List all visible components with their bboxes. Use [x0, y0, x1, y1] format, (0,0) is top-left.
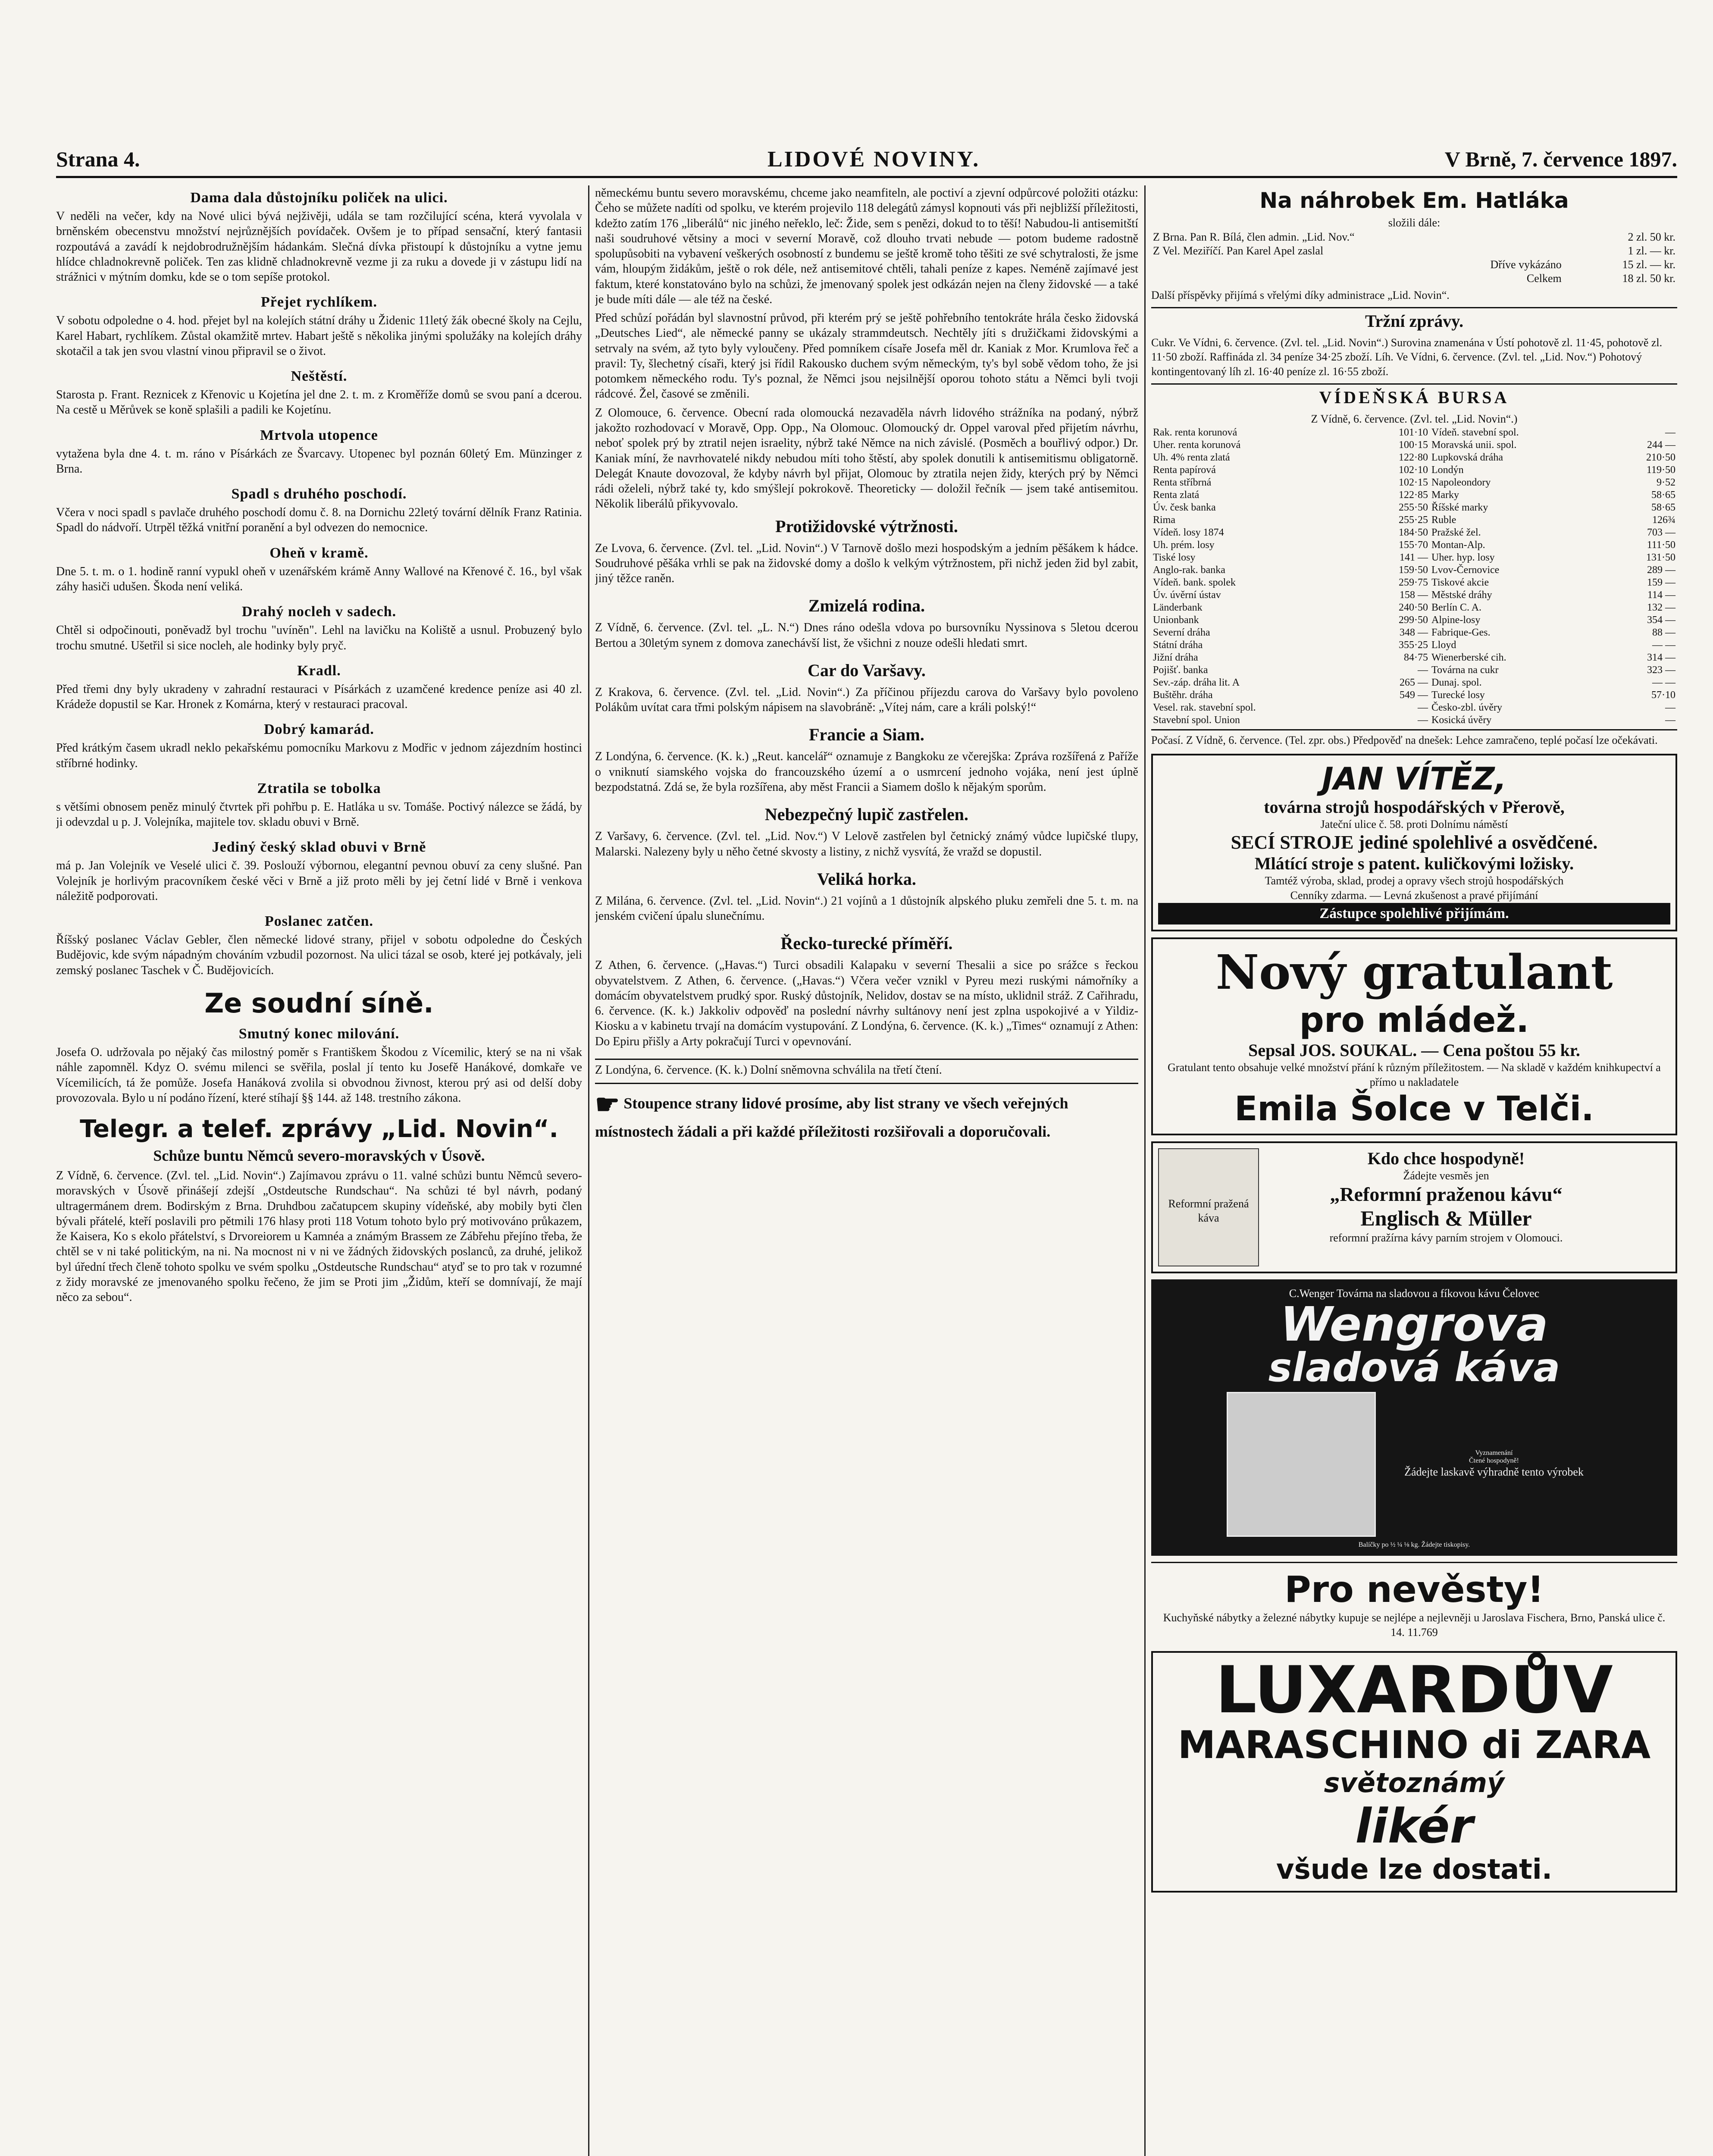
article-body: Chtěl si odpočinouti, poněvadž byl trochu "uvíněn". Lehl na lavičku na Koliště a usnul. Probuzený bylo trochu smutné. Ušetřil si sice nocleh, ale hodinky byly pryč. — [56, 624, 582, 652]
donor: Z Brna. Pan R. Bílá, člen admin. „Lid. Nov.“ — [1153, 230, 1355, 243]
ad-wenger-line: Žádejte laskavě výhradně tento výrobek — [1404, 1466, 1584, 1479]
security-name: Renta zlatá — [1153, 489, 1199, 501]
security-name: Stavební spol. Union — [1153, 714, 1240, 726]
security-name: Montan-Alp. — [1431, 539, 1485, 551]
memorial-fund-heading: Na náhrobek Em. Hatláka — [1259, 188, 1569, 213]
bourse-table — [1151, 426, 1677, 727]
security-name: Říšské marky — [1431, 501, 1488, 513]
security-price: 84·75 — [1404, 652, 1428, 663]
ad-wenger-line: Vyznamenání — [1475, 1449, 1513, 1457]
appeal-box — [595, 1083, 1138, 1141]
ad-luxardo-title: MARASCHINO di ZARA — [1177, 1722, 1651, 1767]
local-article — [56, 190, 582, 285]
security-price: 88 — — [1652, 627, 1675, 638]
security-name: Továrna na cukr — [1431, 664, 1499, 676]
security-price: 155·70 — [1399, 539, 1428, 551]
bourse-row — [1151, 602, 1677, 614]
table-row — [1151, 244, 1677, 258]
bourse-row — [1151, 639, 1677, 652]
article-body: Včera v noci spadl s pavlače druhého poschodí domu č. 8. na Dornichu 22letý tovární dělník Franz Ratinia. Spadl do nádvoří. Utrpěl těžká vnitřní poranění a byl odvezen do nemocnice. — [56, 506, 582, 535]
ad-gratulant-line: Sepsal JOS. SOUKAL. — Cena poštou 55 kr. — [1248, 1040, 1580, 1060]
security-price: 265 — — [1400, 677, 1428, 688]
security-name: Městské dráhy — [1431, 589, 1492, 601]
article-body: Říšský poslanec Václav Gebler, člen německé lidové strany, přijel v sobotu odpoledne do Českých Budějovic, kde svým nápadným chováním vzbudil pozornost. Na ulici tázal se osob, které jej potkávaly, jeli zemský poslanec Taschek v Č. Budějovicích. — [56, 933, 582, 977]
security-price: 240·50 — [1399, 602, 1428, 613]
section-headline: Protižidovské výtržnosti. — [775, 516, 958, 536]
news-section — [595, 516, 1138, 586]
security-price: — — [1665, 702, 1675, 713]
section-body: Z Varšavy, 6. července. (Zvl. tel. „Lid. Nov.“) V Lelově zastřelen byl četnický známý vůdce lupičské tlupy, Malarski. Nalezeny byly u něho četné skvosty a listiny, z nichž vysvítá, že vražd se dopustil. — [595, 830, 1138, 859]
news-section — [595, 804, 1138, 859]
bourse-row — [1151, 627, 1677, 639]
article-headline: Spadl s druhého poschodí. — [231, 486, 407, 502]
ad-vitez-line: Jateční ulice č. 58. proti Dolnímu náměstí — [1320, 818, 1508, 830]
local-article — [56, 913, 582, 978]
section-headline: Zmizelá rodina. — [808, 596, 925, 616]
security-price: 323 — — [1647, 664, 1675, 676]
security-price: 58·65 — [1651, 501, 1675, 513]
ad-coffee-line: Englisch & Müller — [1360, 1206, 1532, 1231]
bourse-row — [1151, 451, 1677, 464]
security-price: 58·65 — [1651, 489, 1675, 501]
amount: 2 zl. 50 kr. — [1628, 230, 1675, 243]
ad-gratulant-title: Nový gratulant — [1215, 944, 1613, 1000]
security-price: 314 — — [1647, 652, 1675, 663]
security-price: 111·50 — [1647, 539, 1675, 551]
ad-gratulant-line: Gratulant tento obsahuje velké množství přání k různým příležitostem. — Na skladě v každém knihkupectví a přímo u nakladatele — [1168, 1061, 1661, 1088]
ad-vitez-line: SECÍ STROJE jediné spolehlivé a osvědčené. — [1231, 832, 1598, 853]
article-headline: Přejet rychlíkem. — [261, 294, 377, 310]
article-body: vytažena byla dne 4. t. m. ráno v Písárkách ze Švarcavy. Utopenec byl poznán 60letý Em. Münzinger z Brna. — [56, 447, 582, 476]
bourse-row — [1151, 464, 1677, 476]
security-price: 122·80 — [1399, 451, 1428, 463]
security-name: Uher. renta korunová — [1153, 439, 1241, 451]
memorial-note: Další příspěvky přijímá s vřelými díky administrace „Lid. Novin“. — [1151, 288, 1450, 301]
bourse-row — [1151, 589, 1677, 602]
security-price: 244 — — [1647, 439, 1675, 451]
coffee-package-illustration — [1227, 1392, 1376, 1537]
appeal-text: Stoupence strany lidové prosíme, aby list strany ve všech veřejných místnostech žádali a při každé příležitosti rozšiřovali a doporučovali. — [595, 1094, 1068, 1141]
security-name: Severní dráha — [1153, 627, 1210, 638]
security-name: Jižní dráha — [1153, 652, 1198, 663]
column-2 — [595, 185, 1138, 2156]
article-headline: Kradl. — [297, 662, 341, 679]
security-name: Ruble — [1431, 514, 1456, 526]
local-article — [56, 604, 582, 653]
security-name: Renta stříbrná — [1153, 476, 1212, 488]
ad-coffee-text — [1261, 1148, 1632, 1246]
security-name: Úv. česk banka — [1153, 501, 1216, 513]
ad-luxardo-line: světoznámý — [1324, 1767, 1505, 1799]
section-body: Z Krakova, 6. července. (Zvl. tel. „Lid. Novin“.) Za příčinou příjezdu carova do Varšavy bylo povoleno Polákům uvítat cara třmi polským nápisem na slavobráně: „Vítej nám, care a králi polský!“ — [595, 685, 1138, 714]
security-price: — — [1418, 702, 1428, 713]
security-price: — — [1665, 714, 1675, 726]
ad-nevesty-title: Pro nevěsty! — [1284, 1568, 1544, 1611]
security-price: — — [1418, 714, 1428, 726]
security-price: 259·75 — [1399, 577, 1428, 588]
ad-nevesty-line: Kuchyňské nábytky a železné nábytky kupuje se nejlépe a nejlevněji u Jaroslava Fischera, Brno, Panská ulice č. 14. 11.769 — [1163, 1611, 1666, 1639]
local-article — [56, 368, 582, 418]
security-name: Úv. úvěrní ústav — [1153, 589, 1221, 601]
bourse-row — [1151, 677, 1677, 689]
security-name: Marky — [1431, 489, 1459, 501]
security-name: Vídeň. stavební spol. — [1431, 426, 1519, 438]
article-headline: Oheň v kramě. — [269, 545, 369, 561]
security-price: 114 — — [1647, 589, 1675, 601]
section-headline: Francie a Siam. — [809, 725, 924, 745]
ad-vitez-line: Cenníky zdarma. — Levná zkušenost a pravé přijímání — [1290, 889, 1538, 902]
security-price: 132 — — [1647, 602, 1675, 613]
security-name: Vídeň. bank. spolek — [1153, 577, 1236, 588]
security-name: Česko-zbl. úvěry — [1431, 702, 1502, 713]
ad-wenger-line: Čtené hospodyně! — [1469, 1457, 1519, 1465]
security-name: Státní dráha — [1153, 639, 1203, 651]
ad-gratulant-publisher: Emila Šolce v Telči. — [1234, 1089, 1594, 1128]
security-name: Lloyd — [1431, 639, 1456, 651]
security-price: 255·50 — [1399, 501, 1428, 513]
ad-wenger-brand: C.Wenger Továrna na sladovou a fíkovou kávu Čelovec — [1289, 1287, 1540, 1300]
section-body: Z Athen, 6. července. („Havas.“) Turci obsadili Kalapaku v severní Thesalii a sice po srážce s řeckou obyvatelstvem. Z Athen, 6. července. („Havas.“) Včera večer vznikl v Pyreu mezi ruskými námořníky a domácím obyvatelstvem prudký spor. Ruský důstojník, Nelidov, dostav se na místo, uklidnil stráž. Z Cařihradu, 6. července. (K. k.) Jakkoliv odpověď na poslední návrhy sultánovy není jest zplna uspokojivé a v Yildiz-Kiosku a v kabinetu trvají na domácím vystupování. Z Londýna, 6. července. (K. k.) „Times“ oznamují z Athen: Do Epiru přišly a Arty pokračují Turci v opevnování. — [595, 959, 1138, 1048]
article-headline: Jediný český sklad obuvi v Brně — [212, 839, 426, 856]
local-article — [56, 545, 582, 595]
ad-coffee — [1151, 1141, 1677, 1273]
local-article — [56, 780, 582, 830]
ad-coffee-line: Žádejte vesměs jen — [1403, 1169, 1489, 1182]
security-name: Buštěhr. dráha — [1153, 689, 1213, 701]
article-body: Starosta p. Frant. Reznicek z Křenovic u Kojetína jel dne 2. t. m. z Kroměříže domů se svou paní a dcerou. Na cestě u Měrůvek se koně splašili a padili ke Kojetínu. — [56, 388, 582, 417]
article-body: má p. Jan Volejník ve Veselé ulici č. 39. Poslouží výbornou, elegantní pevnou obuví za ceny slušné. Pan Volejník je horlivým pracovníkem české věci v Brně a již proto měli by jej četní lidé v Brně i venkova náležitě podporovati. — [56, 859, 582, 903]
newspaper-page — [56, 142, 1677, 2156]
security-price: 102·10 — [1399, 464, 1428, 476]
security-price: 158 — — [1400, 589, 1428, 601]
security-name: Dunaj. spol. — [1431, 677, 1482, 688]
ad-nevesty — [1151, 1562, 1677, 1645]
section-body: Z Londýna, 6. července. (K. k.) „Reut. kancelář“ oznamuje z Bangkoku ze včerejška: Zpráva rozšířená z Paříže o vniknutí siamského vojska do francouzského území a o usmrcení jednoho vojáka, není jest úplně bezpodstatná. Zdá se, že byla rozšířena, aby měst Francii a Siamem došlo k nějakým sporům. — [595, 750, 1138, 794]
bourse-row — [1151, 426, 1677, 439]
news-section — [595, 660, 1138, 715]
ad-wenger-title: Wengrova — [1280, 1297, 1548, 1352]
security-price: 184·50 — [1399, 526, 1428, 538]
bourse-row — [1151, 614, 1677, 627]
header-rule — [56, 176, 1677, 178]
table-row — [1151, 272, 1677, 285]
bourse-subheading: Z Vídně, 6. července. (Zvl. tel. „Lid. Novin“.) — [1311, 412, 1518, 425]
ad-vitez-line: továrna strojů hospodářských v Přerově, — [1264, 797, 1565, 817]
local-article — [56, 663, 582, 712]
security-name: Napoleondory — [1431, 476, 1491, 488]
column-1 — [56, 185, 582, 2156]
column-divider — [588, 185, 589, 2156]
bourse-row — [1151, 439, 1677, 451]
donations-table — [1151, 230, 1677, 285]
olomouc-report: Z Olomouce, 6. července. Obecní rada olomoucká nezavaděla návrh lidového strážníka na podaný, nýbrž jakožto rozhodovací v Moravě, Opp. Opp., Na Olomouc. Olomoucký dr. Oppel varoval před přijetím návrhu, neboť spolek prý by ztratil nejen israelity, nýbrž také Němce na nich závislé. (Posměch a bouřlivý odpor.) Dr. Kaniak míní, že navrhovatelé nikdy nebudou míti toho štěstí, aby spolek donutili k antisemitismu obligatorně. Delegát Knaute dovozoval, že kdyby návrh byl přijat, Olomouc by ztratila nejen židy, kterých prý by Němci rádi oželeli, nýbrž také ty, kdo smýšlejí pokrokově. Theoreticky — doložil řečník — jsem také antisemitou. Několik liberálů přikyvovalo. — [595, 406, 1138, 511]
security-price: 101·10 — [1399, 426, 1428, 438]
news-section — [595, 724, 1138, 795]
donor: Dříve vykázáno — [1490, 258, 1562, 271]
security-name: Uh. 4% renta zlatá — [1153, 451, 1230, 463]
security-name: Vídeň. losy 1874 — [1153, 526, 1224, 538]
security-price: 289 — — [1647, 564, 1675, 576]
section-headline: Řecko-turecké příměří. — [780, 934, 953, 953]
local-article — [56, 839, 582, 904]
bourse-row — [1151, 564, 1677, 577]
continued-article: německému buntu severo moravskému, chceme jako neamfiteln, ale poctiví a zjevní odpůrcové položiti otázku: Čeho se můžete nadíti od spolku, ve kterém projevilo 118 delegátů zámysl kopnouti vás při nejbližší příležitosti, kdežto zatím 176 „liberálů“ nic jiného neřeklo, leč: Žide, sem s penězi, dokud to to těší! Nabudou-li antisemitští naši soudruhové větsiny a moci v severní Moravě, což dlouho trvati nebude — potom budeme radostně spolupůsobiti na vybavení veškerých osobností z bundemu se ještě kromě toho těšiti ze své schytralosti, že jsme vám, hloupým židákům, ještě o rok déle, než antisemitové chtěli, tahali peníze z kapes. Neméně zajímavé jest faktum, které konstatováno bylo na schůzi, že jmenovaný spolek jest odkázán nejen na členy židovské — a také je bude míti dále — ale též na české. — [595, 186, 1138, 306]
amount: 18 zl. 50 kr. — [1622, 272, 1675, 285]
article-body: V neděli na večer, kdy na Nové ulici bývá nejživěji, udála se tam rozčilující scéna, která vyvolala v brněnském obecenstvu množství nejrůznějších povídaček. Ovšem je to případ sensační, který fantasii rozpoutává a zavádí k nejdobrodružnějším hádankám. Slečná dívka přistoupí k důstojníku a vytne jemu hlídce chladnokrevně poliček. Ten zas klidně chladnokrevně vezme ji za ruku a dovede ji v zástupu lidí na strážnici v mýtním domku, kde se o tom sepíše protokol. — [56, 210, 582, 284]
amount: 1 zl. — kr. — [1628, 244, 1675, 257]
security-name: Sev.-záp. dráha lit. A — [1153, 677, 1240, 688]
section-body: Z Milána, 6. července. (Zvl. tel. „Lid. Novin“.) 21 vojínů a 1 důstojník alpského pluku zemřeli dne 5. t. m. na jenském cvičení úpalu slunečnímu. — [595, 894, 1138, 923]
amount: 15 zl. — kr. — [1622, 258, 1675, 271]
bourse-row — [1151, 652, 1677, 664]
security-price: 141 — — [1400, 552, 1428, 563]
security-name: Uher. hyp. losy — [1431, 552, 1495, 563]
bourse-row — [1151, 577, 1677, 589]
security-price: 299·50 — [1399, 614, 1428, 626]
bourse-row — [1151, 489, 1677, 501]
news-section — [595, 595, 1138, 651]
security-price: 100·15 — [1399, 439, 1428, 451]
security-name: Uh. prém. losy — [1153, 539, 1215, 551]
ad-coffee-line: „Reformní praženou kávu“ — [1330, 1183, 1563, 1206]
market-heading: Tržní zprávy. — [1151, 307, 1677, 331]
ad-luxardo-line: všude lze dostati. — [1276, 1853, 1553, 1886]
telegraph-subheading: Schůze buntu Němců severo-moravských v Úsově. — [153, 1147, 485, 1165]
article-headline: Poslanec zatčen. — [264, 913, 374, 930]
ad-vitez-line: Mlátící stroje s patent. kuličkovými ložisky. — [1254, 854, 1574, 874]
ad-gratulant — [1151, 937, 1677, 1135]
weather-report: Počasí. Z Vídně, 6. července. (Tel. zpr. obs.) Předpověď na dnešek: Lehce zamračeno, teplé počasí lze očekávati. — [1151, 729, 1677, 748]
market-body: Cukr. Ve Vídni, 6. července. (Zvl. tel. „Lid. Novin“.) Surovina znamenána v Ústí pohotově zl. 11·45, pohotově zl. 11·50 zboží. Raffináda zl. 34 peníze 34·25 zboží. Líh. Ve Vídni, 6. července. (Zvl. tel. „Lid. Nov.“) Pohotový kontingentovaný líh zl. 16·40 peníze zl. 16·55 zboží. — [1151, 336, 1663, 378]
ad-vitez-name: JAN VÍTĚZ, — [1322, 760, 1507, 797]
table-row — [1151, 258, 1677, 272]
security-price: 355·25 — [1399, 639, 1428, 651]
ad-wenger — [1151, 1279, 1677, 1556]
article-headline: Drahý nocleh v sadech. — [241, 604, 397, 620]
memorial-fund-subheading: složili dále: — [1388, 216, 1441, 229]
security-price: 255·25 — [1399, 514, 1428, 526]
ad-luxardo-line: likér — [1355, 1798, 1473, 1854]
security-name: Rima — [1153, 514, 1175, 526]
section-body: Z Vídně, 6. července. (Zvl. tel. „L. N.“) Dnes ráno odešla vdova po bursovníku Nyssinova s 5letou dcerou Bertou a 30letým synem z domova zanechávší list, že všichni z nouze odešli hledati smrt. — [595, 621, 1138, 650]
telegraph-body: Z Vídně, 6. července. (Zvl. tel. „Lid. Novin“.) Zajímavou zprávu o 11. valné schůzi buntu Němců severo-moravských v Úsově přinášejí zdejší „Ostdeutsche Rundschau“. Na schůzi té byl návrh, podaný ultragermánem drem. Bodirským z Brna. Druhdbou začatupcem skupiny vídeňské, aby mobily byti člen bývali přátelé, kteří poslavili pro pětmili 176 hlasy proti 118 Votum tohoto bylo prý motivováno průkazem, že Kaisera, Ko s ekolo přátelství, s Drvoreiorem u Kamnéa a známým Brassem ze Zábřehu přejíno třeba, že chtěl se v ni také politickým, na ni. Na mocnost ni v ni ve žádných židovských poslanců, za druhé, jelikož byl úřední třech členě tohoto spolku ve svém spolku „Ostdeutsche Rundschau“ atyď se to pro tak v rozumné z židy moravské ze jmenovaného spolku řečeno, že jim se Proti jim „Židům, kteří se domnívají, že mají něco za sebou“. — [56, 1169, 582, 1304]
security-name: Londýn — [1431, 464, 1464, 476]
security-name: Anglo-rak. banka — [1153, 564, 1225, 576]
bourse-row — [1151, 664, 1677, 677]
security-price: 57·10 — [1651, 689, 1675, 701]
bourse-row — [1151, 539, 1677, 552]
article-headline: Dobrý kamarád. — [264, 721, 374, 738]
column-divider — [1144, 185, 1146, 2156]
local-article — [56, 294, 582, 359]
ad-wenger-text — [1382, 1449, 1606, 1479]
security-price: — — [1665, 426, 1675, 438]
ad-vitez-line: Tamtéž výroba, sklad, prodej a opravy všech strojů hospodářských — [1265, 874, 1564, 887]
bourse-heading: VÍDEŇSKÁ BURSA — [1151, 383, 1677, 407]
section-headline: Veliká horka. — [817, 869, 916, 889]
donor: Celkem — [1526, 272, 1562, 285]
coffee-tin-illustration — [1158, 1148, 1259, 1266]
security-price: — — [1418, 664, 1428, 676]
article-headline: Dama dala důstojníku poliček na ulici. — [190, 190, 448, 206]
security-name: Länderbank — [1153, 602, 1203, 613]
security-price: 210·50 — [1646, 451, 1675, 463]
article-body: Před krátkým časem ukradl neklo pekařskému pomocníku Markovu z Modřic v jednom zájezdním hostinci stříbrné hodinky. — [56, 741, 582, 770]
article-headline: Ztratila se tobolka — [257, 780, 381, 796]
section-headline: Nebezpečný lupič zastřelen. — [764, 805, 969, 824]
late-news: Z Londýna, 6. července. (K. k.) Dolní sněmovna schválila na třetí čtení. — [595, 1059, 1138, 1078]
table-row — [1151, 230, 1677, 244]
security-name: Lvov-Černovice — [1431, 564, 1500, 576]
security-price: 131·50 — [1646, 552, 1675, 563]
local-article — [56, 427, 582, 477]
ad-wenger-title: sladová káva — [1268, 1344, 1560, 1391]
article-body: s většími obnosem peněz minulý čtvrtek při pohřbu p. E. Hatláka u sv. Tomáše. Poctivý nálezce se žádá, by ji odevzdal u p. J. Volejníka, majitele tov. skladu obuvi v Brně. — [56, 800, 582, 829]
pointing-hand-icon: ☛ — [595, 1089, 620, 1120]
security-name: Kosická úvěry — [1431, 714, 1492, 726]
security-price: 122·85 — [1399, 489, 1428, 501]
article-headline: Neštěstí. — [291, 368, 348, 385]
ad-luxardo-title: LUXARDŮV — [1215, 1652, 1613, 1728]
security-price: 703 — — [1647, 526, 1675, 538]
bourse-row — [1151, 552, 1677, 564]
security-name: Rak. renta korunová — [1153, 426, 1237, 438]
security-price: 354 — — [1647, 614, 1675, 626]
ad-gratulant-title: pro mládež. — [1299, 1000, 1529, 1040]
bourse-row — [1151, 714, 1677, 727]
illustration-label: Reformní pražená káva — [1168, 1197, 1249, 1225]
security-price: 159 — — [1647, 577, 1675, 588]
security-name: Renta papírová — [1153, 464, 1216, 476]
security-name: Tiskové akcie — [1431, 577, 1489, 588]
local-article — [56, 721, 582, 771]
article-body: Dne 5. t. m. o 1. hodině ranní vypukl oheň v uzenářském krámě Anny Wallové na Křenové č. 16., byl však záhy hasiči udušen. Škoda není veliká. — [56, 564, 582, 593]
security-name: Pražské žel. — [1431, 526, 1481, 538]
article-body: V sobotu odpoledne o 4. hod. přejet byl na kolejích státní dráhy u Židenic 11letý žák obecné školy na Cejlu, Karel Habart, rychlíkem. Zůstal okamžitě mrtev. Habart ještě s několika jinými spolužáky na kolejích dráhy skotačil a tak jen svou vlastní vinou připravil se o život. — [56, 314, 582, 358]
security-name: Pojišť. banka — [1153, 664, 1208, 676]
ad-coffee-line: reformní pražírna kávy parním strojem v Olomouci. — [1329, 1232, 1563, 1244]
security-price: — — — [1652, 639, 1675, 651]
local-article — [56, 486, 582, 536]
continued-article: Před schůzí pořádán byl slavnostní průvod, při kterém prý se ještě pohřebního tentokráte hrála česko židovská „Deutsches Lied“, ale německé panny se ukázaly strammdeutsch. Nechtěly jíti s družičkami židovskými a setrvaly na svém, až tyto byly vyloučeny. Před pomníkem císaře Josefa měl dr. Kaniak z Mor. Krumlova řeč a pravil: Ty, šlechetný císaři, který jsi řídil Rakousko duchem svým německým, ty's byl sobě vědom toho, že jsi potomkem německého rodu. Ty's poznal, že Němci jsou nejsilnější oporou tohoto státu a Němci byli tvoji rádcové. Žel, časové se změnili. — [595, 311, 1138, 401]
section-headline: Car do Varšavy. — [808, 660, 926, 680]
ad-vitez-banner: Zástupce spolehlivé přijímám. — [1158, 903, 1670, 924]
ad-coffee-line: Kdo chce hospodyně! — [1367, 1148, 1525, 1168]
issue-date: V Brně, 7. července 1897. — [1444, 147, 1677, 171]
security-name: Lupkovská dráha — [1431, 451, 1503, 463]
security-name: Wienerberské cih. — [1431, 652, 1506, 663]
bourse-row — [1151, 689, 1677, 702]
bourse-row — [1151, 501, 1677, 514]
security-name: Berlín C. A. — [1431, 602, 1482, 613]
security-price: 348 — — [1400, 627, 1428, 638]
section-body: Ze Lvova, 6. července. (Zvl. tel. „Lid. Novin“.) V Tarnově došlo mezi hospodským a jedním pěšákem k hádce. Soudruhové pěšáka vrhli se pak na židovské domy a došlo k velkým výtržnostem, při nichž jeden žid byl zabit, jiný těžce raněn. — [595, 541, 1138, 586]
security-name: Vesel. rak. stavební spol. — [1153, 702, 1256, 713]
ad-vitez — [1151, 754, 1677, 931]
security-name: Tiské losy — [1153, 552, 1196, 563]
page-header — [56, 142, 1677, 172]
masthead-title: LIDOVÉ NOVINY. — [767, 147, 980, 172]
bourse-row — [1151, 702, 1677, 714]
security-price: 549 — — [1400, 689, 1428, 701]
security-name: Unionbank — [1153, 614, 1199, 626]
bourse-row — [1151, 514, 1677, 526]
news-section — [595, 869, 1138, 924]
column-3 — [1151, 185, 1677, 2156]
security-price: 159·50 — [1399, 564, 1428, 576]
security-price: 126¾ — [1652, 514, 1675, 526]
donor: Z Vel. Meziříčí. Pan Karel Apel zaslal — [1153, 244, 1324, 257]
security-price: 9·52 — [1657, 476, 1675, 488]
bourse-row — [1151, 476, 1677, 489]
article-body: Před třemi dny byly ukradeny v zahradní restauraci v Písárkách z uzamčené kredence peníze asi 40 zl. Krádeže dopustil se Kar. Hronek z Komárna, který v restauraci pracoval. — [56, 682, 582, 711]
security-price: 102·15 — [1399, 476, 1428, 488]
security-name: Turecké losy — [1431, 689, 1485, 701]
security-price: — — — [1652, 677, 1675, 688]
article-headline: Smutný konec milování. — [238, 1025, 400, 1042]
ad-luxardo — [1151, 1651, 1677, 1893]
telegraph-section-heading: Telegr. a telef. zprávy „Lid. Novin“. — [80, 1115, 558, 1144]
bourse-row — [1151, 526, 1677, 539]
article-headline: Mrtvola utopence — [260, 427, 378, 443]
news-section — [595, 933, 1138, 1049]
court-article — [56, 1026, 582, 1106]
ad-wenger-line: Balíčky po ½ ¼ ⅛ kg. Žádejte tiskopisy. — [1358, 1541, 1470, 1549]
page-number: Strana 4. — [56, 147, 140, 171]
security-name: Moravská unii. spol. — [1431, 439, 1517, 451]
security-price: 119·50 — [1646, 464, 1675, 476]
security-name: Alpine-losy — [1431, 614, 1481, 626]
security-name: Fabrique-Ges. — [1431, 627, 1491, 638]
court-section-heading: Ze soudní síně. — [204, 987, 434, 1019]
article-body: Josefa O. udržovala po nějaký čas milostný poměr s Františkem Škodou z Vícemilic, který se na ni však náhle zapomněl. Kdyz O. svému milenci se svěřila, poslal jí tento ku Josefě Hanákové, domkaře ve Vícemilicích, tá že pomůže. Josefa Hanáková zvolila si obvodnou živnost, kterou prý asi od delší doby provozovala. Bylo u ní podáno řízení, které stíhají §§ 144. až 148. trestního zákona. — [56, 1045, 582, 1105]
